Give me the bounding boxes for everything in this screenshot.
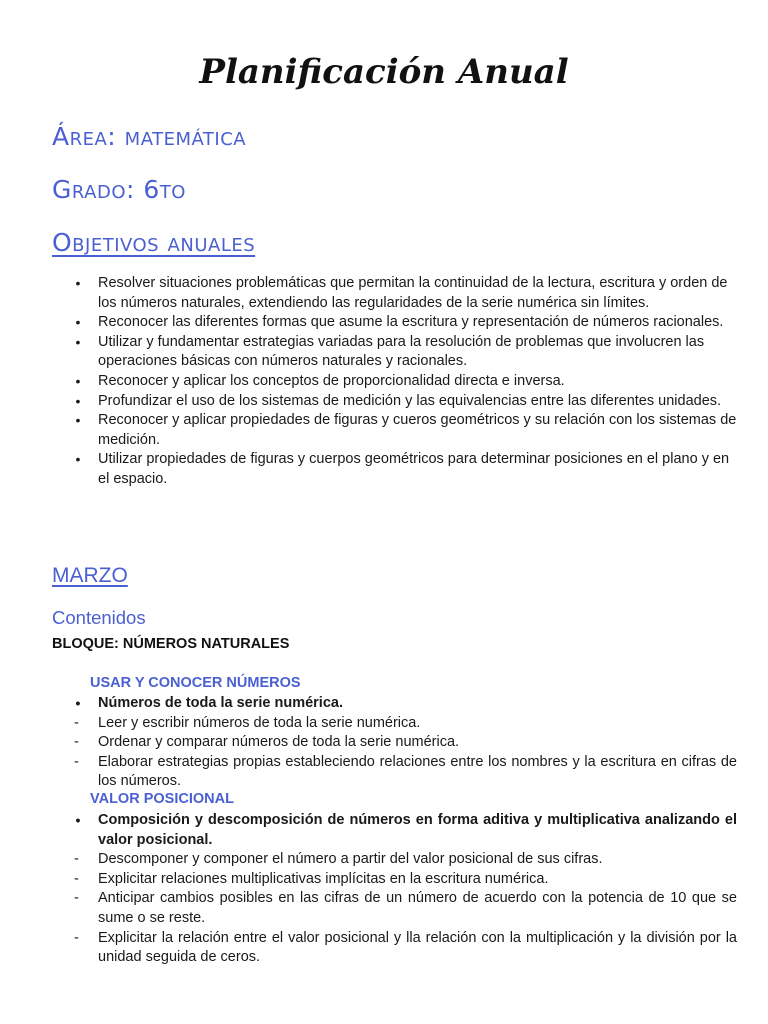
- section-valor-list: [52, 811, 737, 968]
- list-item: [52, 392, 742, 412]
- dash-marker: -: [74, 870, 79, 887]
- area-heading: Área: matemática: [52, 122, 247, 151]
- list-item-text: Resolver situaciones problemáticas que permitan la continuidad de la lectura, escritura y orden de los números naturales, extendiendo las regularidades de la serie numérica sin límites.: [98, 275, 728, 311]
- list-item-text: Composición y descomposición de números en forma aditiva y multiplicativa analizando el valor posicional.: [98, 812, 737, 848]
- list-item-text: Profundizar el uso de los sistemas de medición y las equivalencias entre las diferentes unidades.: [98, 392, 722, 409]
- list-item: [52, 714, 737, 734]
- list-item-text: Ordenar y comparar números de toda la serie numérica.: [98, 734, 460, 751]
- list-item: [52, 929, 737, 968]
- dash-marker: -: [74, 714, 79, 731]
- bullet-marker: •: [75, 451, 81, 468]
- list-item-text: Leer y escribir números de toda la serie numérica.: [98, 714, 421, 731]
- month-heading: MARZO: [52, 564, 128, 587]
- bullet-marker: •: [75, 372, 81, 389]
- grado-heading: Grado: 6to: [52, 175, 186, 204]
- bullet-marker: •: [75, 333, 81, 350]
- list-item: [52, 733, 737, 753]
- bullet-marker: •: [75, 275, 81, 291]
- bullet-marker: •: [75, 392, 81, 409]
- list-item: [52, 450, 742, 489]
- list-item: [52, 411, 742, 450]
- bullet-marker: •: [75, 695, 81, 711]
- dash-marker: -: [74, 890, 79, 907]
- dash-marker: -: [74, 851, 79, 868]
- list-item-text: Números de toda la serie numérica.: [98, 695, 343, 711]
- list-item-text: Descomponer y componer el número a partir del valor posicional de sus cifras.: [98, 851, 603, 868]
- contenidos-heading: Contenidos: [52, 607, 146, 628]
- list-item: [52, 811, 737, 850]
- section-usar-list: [52, 694, 737, 792]
- list-item-text: Utilizar y fundamentar estrategias variadas para la resolución de problemas que involucren las operaciones básicas con números naturales y racionales.: [98, 333, 705, 370]
- objetivos-heading: Objetivos anuales: [52, 228, 256, 257]
- list-item-text: Utilizar propiedades de figuras y cuerpos geométricos para determinar posiciones en el plano y en el espacio.: [98, 451, 730, 487]
- list-item: [52, 333, 742, 372]
- section-usar-heading: USAR Y CONOCER NÚMEROS: [90, 675, 301, 691]
- page-title: Planificación Anual: [199, 52, 569, 92]
- list-item-text: Elaborar estrategias propias estableciendo relaciones entre los nombres y la escritura en cifras de los números.: [98, 753, 737, 790]
- list-item: [52, 850, 737, 870]
- bullet-marker: •: [75, 314, 81, 331]
- list-item: [52, 274, 742, 313]
- dash-marker: -: [74, 929, 79, 946]
- list-item-text: Anticipar cambios posibles en las cifras de un número de acuerdo con la potencia de 10 que se sume o se reste.: [98, 890, 737, 926]
- section-valor-heading: VALOR POSICIONAL: [90, 791, 234, 807]
- bullet-marker: •: [75, 812, 81, 828]
- list-item: [52, 313, 742, 333]
- list-item-text: Reconocer las diferentes formas que asume la escritura y representación de números racionales.: [98, 314, 724, 331]
- dash-marker: -: [74, 734, 79, 751]
- list-item: [52, 753, 737, 792]
- list-item: [52, 889, 737, 928]
- list-item: [52, 372, 742, 392]
- list-item-text: Explicitar relaciones multiplicativas implícitas en la escritura numérica.: [98, 870, 549, 887]
- dash-marker: -: [74, 753, 79, 770]
- list-item-text: Reconocer y aplicar propiedades de figuras y cueros geométricos y su relación con los sistemas de medición.: [98, 412, 737, 448]
- list-item-text: Reconocer y aplicar los conceptos de proporcionalidad directa e inversa.: [98, 372, 565, 389]
- objetivos-list: [52, 274, 742, 490]
- list-item: [52, 870, 737, 890]
- bullet-marker: •: [75, 412, 81, 429]
- bloque-heading: BLOQUE: NÚMEROS NATURALES: [52, 636, 290, 652]
- list-item: [52, 694, 737, 714]
- list-item-text: Explicitar la relación entre el valor posicional y lla relación con la multiplicación y la división por la unidad seguida de ceros.: [98, 929, 737, 966]
